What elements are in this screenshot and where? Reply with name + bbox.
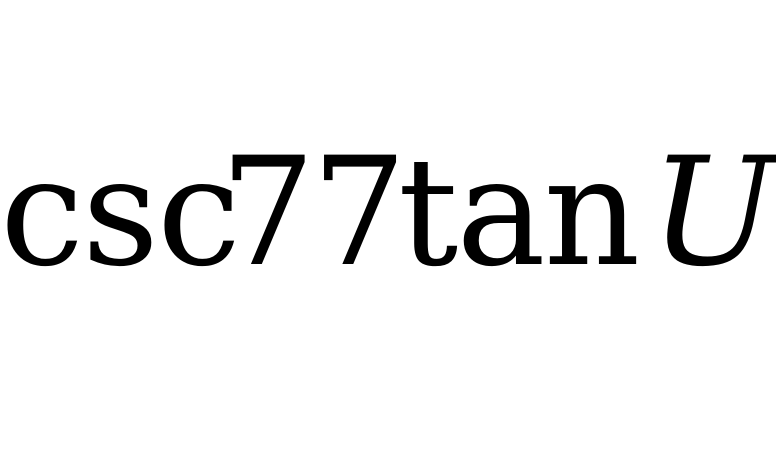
number-77: 77 [220, 126, 403, 300]
tan-function: tan [398, 126, 639, 300]
csc-function: csc [0, 126, 239, 300]
variable-u: U [650, 126, 776, 300]
math-expression [0, 126, 776, 300]
